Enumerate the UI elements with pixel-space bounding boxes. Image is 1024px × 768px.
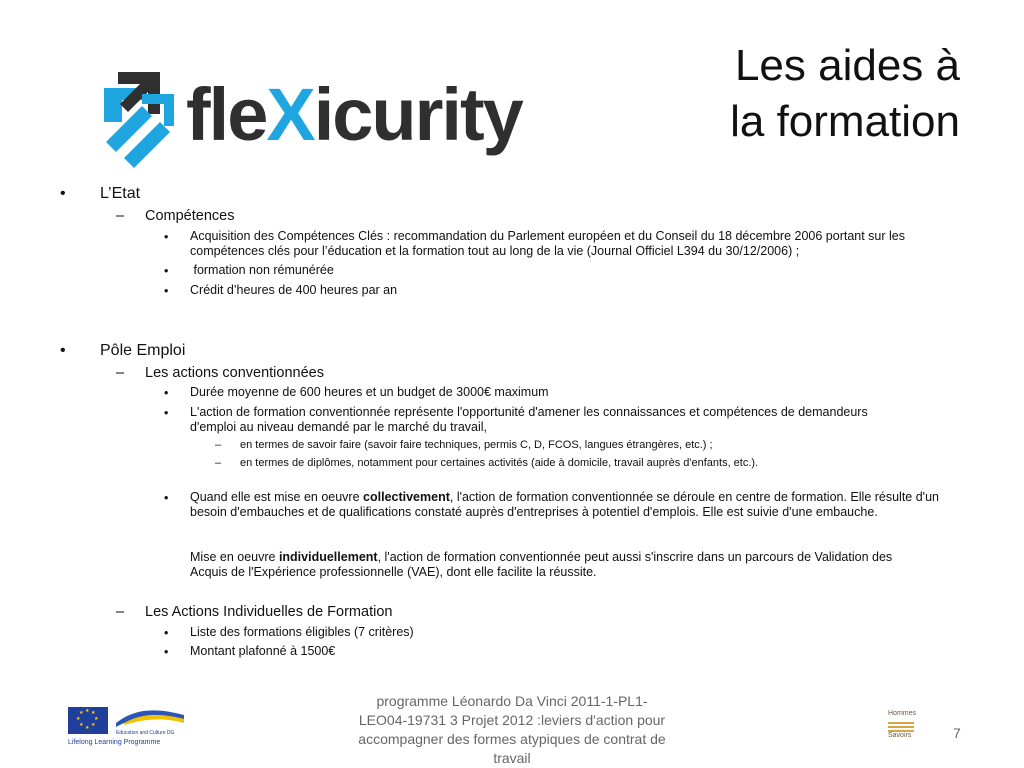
savoirs-text: Savoirs (888, 732, 912, 739)
bullet-marker: • (164, 230, 169, 244)
lifelong-learning-text: Lifelong Learning Programme (68, 739, 161, 746)
list-item-continuation: Mise en oeuvre individuellement, l'action de formation conventionnée peut aussi s'inscrire dans un parcours de Validation des Acquis de l'Expérience professionnelle (VAE), dont elle facilite la réussite. (190, 550, 893, 579)
bullet-marker: • (164, 491, 169, 505)
logo-wordmark: fleXicurity (186, 73, 522, 156)
bullet-marker: • (164, 386, 169, 400)
subsection-actions-individuelles: Les Actions Individuelles de Formation (145, 604, 393, 620)
wave-icon (114, 705, 186, 727)
bullet-marker: • (164, 406, 169, 420)
eu-dg-text: Education and Culture DG (116, 730, 175, 736)
list-item: en termes de savoir faire (savoir faire techniques, permis C, D, FCOS, langues étrangères, etc.) ; (240, 439, 713, 451)
dash-marker: – (116, 208, 125, 224)
subsection-actions-conventionnees: Les actions conventionnées (145, 365, 324, 381)
flexicurity-arrow-icon (98, 58, 182, 168)
bullet-marker: • (164, 626, 169, 640)
list-item: Montant plafonné à 1500€ (190, 644, 336, 658)
list-item: Quand elle est mise en oeuvre collectivement, l'action de formation conventionnée se déroule en centre de formation. Elle résulte d'un besoin d'embauches et de qualifications constaté auprès d'entreprises à potentiel d'emplois. Elle est suivie d'une embauche. (190, 490, 939, 519)
subsection-competences: Compétences (145, 208, 235, 224)
section-pole-emploi: Pôle Emploi (100, 342, 186, 359)
title-line-1: Les aides à (734, 41, 960, 90)
footer-program-text: programme Léonardo Da Vinci 2011-1-PL1-LEO04-19731 3 Projet 2012 :leviers d'action pour accompagner des formes atypiques de contrat de travail (358, 693, 666, 766)
list-item: formation non rémunérée (190, 263, 334, 277)
list-item: Crédit d’heures de 400 heures par an (190, 283, 398, 297)
bullet-marker: • (164, 284, 169, 298)
list-item: Liste des formations éligibles (7 critères) (190, 625, 414, 639)
bullet-marker: • (164, 645, 169, 659)
flexicurity-logo (98, 58, 522, 170)
dash-marker: – (116, 604, 125, 620)
section-etat: L’Etat (100, 185, 141, 202)
list-item: Durée moyenne de 600 heures et un budget de 3000€ maximum (190, 385, 549, 399)
bullet-marker: • (164, 264, 169, 278)
eu-lifelong-learning-logo (68, 705, 188, 751)
eu-flag-icon: ★ ★ ★ ★ ★ ★ ★ ★ (68, 707, 108, 734)
list-item: en termes de diplômes, notamment pour certaines activités (aide à domicile, travail auprès d'enfants, etc.). (240, 457, 759, 469)
bullet-marker: • (60, 342, 66, 359)
bullet-marker: • (60, 185, 66, 202)
hommes-text: Hommes (888, 710, 917, 717)
list-item: L'action de formation conventionnée représente l'opportunité d'amener les connaissances et compétences de demandeurs d'emploi au niveau demandé par le marché du travail, (190, 405, 868, 434)
dash-marker: – (116, 365, 125, 381)
list-item: Acquisition des Compétences Clés : recommandation du Parlement européen et du Conseil du 18 décembre 2006 portant sur les compétences clés pour l’éducation et la formation tout au long de la vie (Journal Officiel L394 du 30/12/2006) ; (190, 229, 905, 258)
dash-marker: – (215, 457, 222, 469)
dash-marker: – (215, 439, 222, 451)
page-number: 7 (953, 725, 961, 741)
hommes-savoirs-logo (884, 710, 920, 742)
slide-title (730, 38, 960, 150)
title-line-2: la formation (730, 97, 960, 146)
